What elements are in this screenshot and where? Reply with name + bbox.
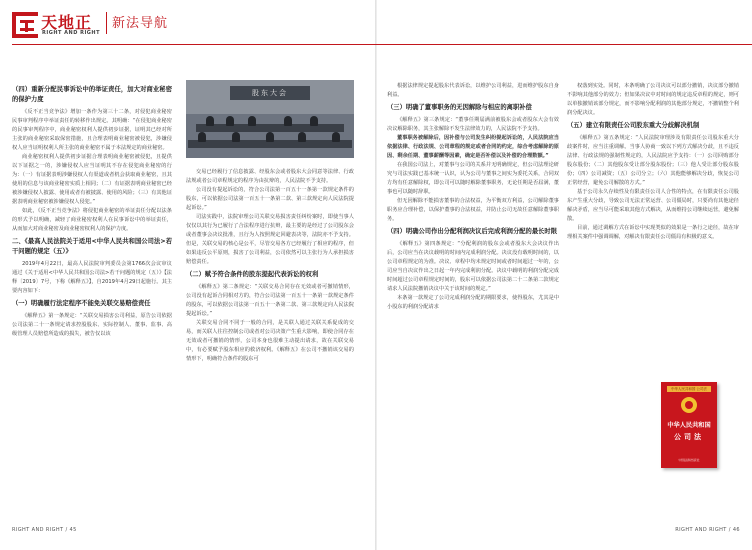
right-column-1: [387, 82, 559, 520]
paragraph: 本条第一款规定了公司完成利润分配的期限要求，使得股东，尤其是中小股东的利润分配请求: [387, 295, 559, 310]
book-publisher: 中国法制出版社: [678, 458, 700, 462]
paragraph: 商业秘密权利人提供初步证据合理表明商业秘密被侵犯，且提供以下证据之一的，涉嫌侵权人应当证明其不存在侵犯商业秘密的行为：（一）有证据表明涉嫌侵权人有渠道或者机会获取商业秘密，且其使用的信息与该商业秘密实质上相同；（二）有证据表明商业秘密已经被涉嫌侵权人披露、使用或者有被披露、使用的风险；（三）有其他证据表明商业秘密被涉嫌侵权人侵犯。”: [12, 154, 172, 205]
paragraph: 但无因解除不能损害董事的合法权益，为平衡双方利益，公司解除董事职务应合理补偿，以保护董事的合法权益，并防止公司无故任意解除董事职务。: [387, 198, 559, 222]
paragraph: 公司没有提起诉讼的，符合公司法第一百五十一条第一款规定条件的股东，可以依据公司法第一百五十一条第二款、第三款规定向人民法院提起诉讼。”: [186, 187, 354, 211]
right-page: [377, 0, 752, 550]
paragraph: 《解释五》第五条规定：“人民法院审理涉及有限责任公司股东重大分歧案件时，应当注重调解。当事人协商一致以下列方式解决分歧，且不违反法律、行政法规的强制性规定的，人民法院应予支持：（一）公司回购部分股东股份；（二）其他股东受让部分股东股份；（三）他人受让部分股东股份；（四）公司减资；（五）公司分立；（六）其他能够解决分歧，恢复公司正常经营，避免公司解散的方式。”: [567, 135, 739, 186]
paragraph: 2019年4月22日，最高人民法院审判委员会第1766次会议审议通过《关于适用<中华人民共和国公司法>若干问题的规定（五）》【法释〔2019〕7号，下称《解释五》】，自2019年4月29日起施行。其主要内容如下：: [12, 261, 172, 294]
paragraph: 《解释五》第三条规定：“董事任期届满前被股东会或者股东大会有效决议解除职务，其主张解除不发生法律效力的，人民法院不予支持。: [387, 117, 559, 132]
paragraph: 关联交易合同不同于一般的合同，是关联人通过关联关系促成的交易，而关联人往往控制公司或者对公司决策产生重大影响，即使合同存在无效或者可撤销的情形，公司本身也很难主动提出请求，故在关联交易中，有必要赋予股东相应的救济权利。《解释五》在公司不撤销该交易的情形下，明确符合条件的股东可: [186, 320, 354, 362]
paragraph: 基于公司永久存续性及有限责任公司人合性的特点，在有限责任公司股东产生重大分歧，导致公司无法正常运营、公司僵局时，只要尚有其他途径解决矛盾，应当尽可能采取其他方式解决，从而维持公司继续运营，避免解散。: [567, 189, 739, 222]
section-heading: （四）重新分配民事诉讼中的举证责任，加大对商业秘密的保护力度: [12, 86, 172, 103]
section-heading: （二）赋予符合条件的股东提起代表诉讼的权利: [186, 271, 319, 278]
bold-paragraph: 董事职务被解除后，因补偿与公司发生纠纷提起诉讼的，人民法院应当依据法律、行政法规、公司章程的规定或者合同的约定，综合考虑解除的原因、剩余任期、董事薪酬等因素，确定是否补偿以及补偿的合理数额。”: [387, 135, 559, 159]
left-column-1: [12, 82, 172, 520]
section-heading: （三）明确了董事职务的无因解除与相应的离职补偿: [387, 104, 532, 111]
book-title-line1: 中华人民共和国: [667, 422, 711, 429]
section-heading: 二、《最高人民法院关于适用<中华人民共和国公司法>若干问题的规定（五）》: [12, 238, 172, 255]
header-separator: [106, 12, 107, 34]
paragraph: 司法实践中，法院审理公司关联交易损害责任纠纷案时，即使当事人仅仅以其行为已履行了合法程序进行抗辩，最主要的是经过了公司股东会或者董事会决议批准，且行为人按照规定回避表决等，法院亦不予支持。但是，关联交易的核心是公平，尽管交易各方已经履行了相应的程序，但如果违反公平原则，损害了公司利益，公司依然可以主张行为人承担损害赔偿责任。: [186, 214, 354, 265]
left-column-2: [186, 168, 354, 520]
paragraph: 《解释五》第一条规定：“关联交易损害公司利益，原告公司依据公司法第二十一条规定请求控股股东、实际控制人、董事、监事、高级管理人员赔偿所造成的损失，被告仅以该: [12, 313, 172, 337]
book-title-line2: 公司法: [674, 433, 704, 441]
paragraph: 如此，《反不正当竞争法》将侵犯商业秘密的举证责任分配以法条的形式予以明确，减轻了商业秘密权利人在民事诉讼中的举证责任，从而加大对商业秘密及商业秘密权利人的保护力度。: [12, 208, 172, 232]
paragraph: 根据法律规定提起股东代表诉讼，以维护公司利益，进而维护股东自身利益。: [387, 83, 559, 98]
paragraph: 《反不正当竞争法》增加一条作为第三十二条，对侵犯商业秘密民事审判程序中举证责任的转移作出规定。其明确：“在侵犯商业秘密的民事审判程序中，商业秘密权利人提供初步证据，证明其已经对所主张的商业秘密采取保密措施，且合理表明商业秘密被侵犯，涉嫌侵权人应当证明权利人所主张的商业秘密不属于本法规定的商业秘密。: [12, 109, 172, 151]
shareholder-meeting-photo: [186, 80, 354, 158]
left-page: [0, 0, 375, 550]
paragraph: 权落到实处。同时，本条明确了公司决议可以部分撤销，决议部分撤销不影响其他部分的效力；但如果决议中对时间的规定违反章程的规定，则可以单独撤销该部分规定，而不影响分配利润的其他部分规定，不撤销整个利润分配决议。: [567, 83, 739, 116]
footer-left: RIGHT AND RIGHT / 45: [12, 527, 77, 533]
paragraph: 交易已经履行了信息披露、经股东会或者股东大会同意等法律、行政法规或者公司章程规定的程序为由抗辩的，人民法院不予支持。: [186, 169, 354, 184]
section-heading: （一）明确履行法定程序不能免关联交易赔偿责任: [12, 300, 151, 307]
paragraph: 目前，通过调解方式在诉讼中实现类似的效果是一条行之途径，故在审理相关案件中强调调解，对解决有限责任公司僵局有积极的意义。: [567, 225, 739, 240]
footer-right: RIGHT AND RIGHT / 46: [675, 527, 740, 533]
paragraph: 在我国公司法上，对董事与公司的关系并无明确规定，但公司法理论研究与司法实践已基本统一认识，认为公司与董事之间实为委托关系，合同双方均有任意解除权，即公司可以随时解除董事职务，无论任期是否届满，董事也可以随时辞职。: [387, 162, 559, 195]
section-title: 新法导航: [112, 16, 169, 31]
header-rule: [12, 44, 752, 45]
brand-logo: [12, 10, 108, 42]
section-heading: （五）建立有限责任公司股东重大分歧解决机制: [567, 122, 700, 129]
book-tag: 中华人民共和国 公司法: [667, 386, 711, 392]
paragraph: 《解释五》第二条规定：“关联交易合同存在无效或者可撤销情形，公司没有起诉合同相对方的，符合公司法第一百五十一条第一款规定条件的股东，可以依据公司法第一百五十一条第二款、第三款规定向人民法院提起诉讼。”: [186, 284, 354, 317]
logo-chinese-text: 天地正: [41, 13, 93, 32]
right-column-2: [567, 82, 739, 378]
national-emblem-icon: [681, 397, 697, 413]
logo-english-text: RIGHT AND RIGHT: [42, 30, 101, 36]
section-heading: （四）明确公司作出分配利润决议后完成利润分配的最长时限: [387, 228, 558, 235]
logo-mark-icon: [12, 12, 38, 38]
company-law-book: [661, 382, 717, 468]
paragraph: 《解释五》第四条规定：“分配利润的股东会或者股东大会决议作出后，公司应当在决议载明的时间内完成利润分配。决议没有载明时间的，以公司章程规定的为准。决议、章程中均未规定时间或者时间超过一年的，公司应当自决议作出之日起一年内完成利润分配。决议中载明的利润分配完成时间超过公司章程规定时间的，股东可以依据公司法第二十二条第二款规定请求人民法院撤销决议中关于该时间的规定。”: [387, 241, 559, 292]
photo-banner: 股东大会: [230, 86, 310, 100]
